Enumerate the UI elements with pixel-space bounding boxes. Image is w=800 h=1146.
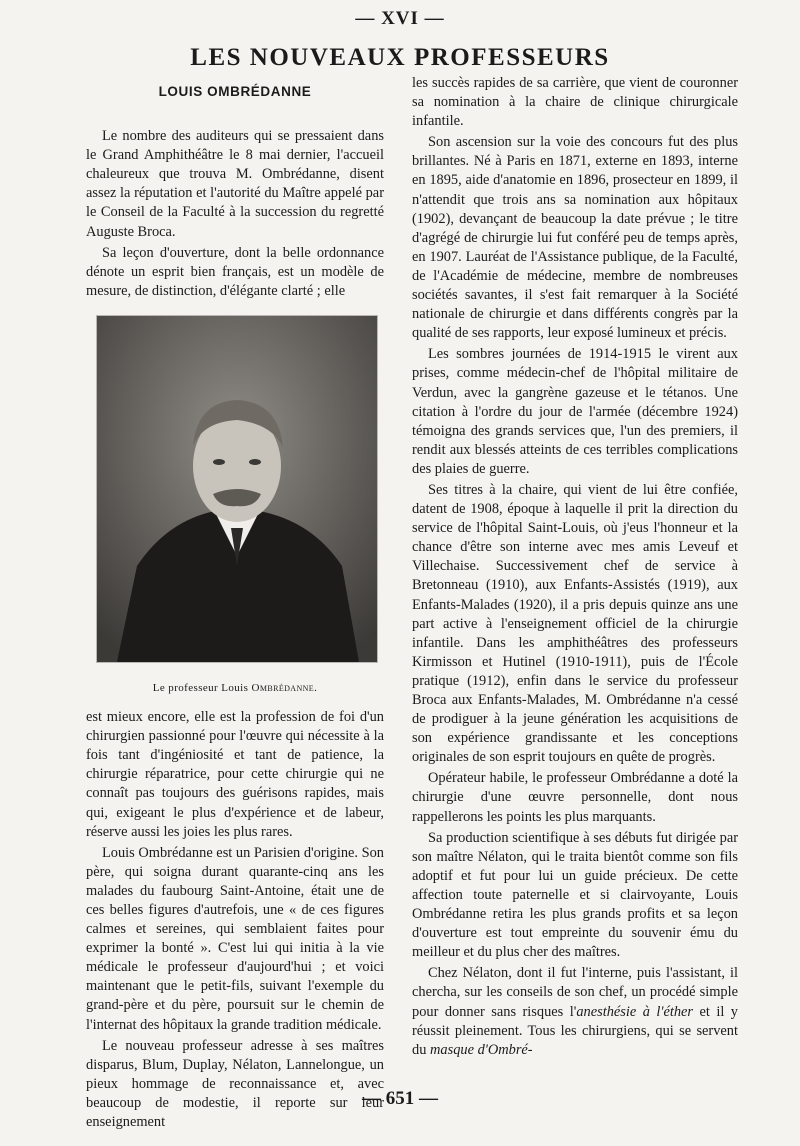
paragraph: est mieux encore, elle est la profession de foi d'un chirurgien passionné pour l'œuvre qui nécessite à la fois tant d'ingéniosité et tant de patience, la chirurgie réparatrice, pour cette chirurgie qui ne connaît pas toujours des guérisons rapides, mais qui, exigeant le plus d'expérience et de labeur, réserve aussi les joies les plus rares. <box>86 709 384 840</box>
paragraph: Opérateur habile, le professeur Ombrédanne a doté la chirurgie d'une œuvre personnelle, dont nous rappellerons les points les plus marquants. <box>412 770 738 825</box>
paragraph: Ses titres à la chaire, qui vient de lui être confiée, datent de 1908, époque à laquelle il prit la direction du service de l'hôpital Saint-Louis, où j'eus l'honneur et la chance d'être son interne avec mes amis Leveuf et Villechaise. Successivement chef de service à Bretonneau (1910), aux Enfants-Assistés (1919), aux Enfants-Malades (1920), il a pris depuis quinze ans une part active à l'enseignement officiel de la chirurgie infantile. Dans les amphithéâtres des professeurs Kirmisson et Hutinel (1910-1911), puis de l'École pratique (1912), enfin dans le service du professeur Broca aux Enfants-Malades, M. Ombrédanne n'a cessé de prodiguer à la jeune génération les acquisitions de son expérience grandissante et les conceptions originales de son esprit toujours en quête de progrès. <box>412 481 738 766</box>
paragraph: Sa production scientifique à ses débuts fut dirigée par son maître Nélaton, qui le traita bientôt comme son fils adoptif et fut pour lui un guide précieux. De cette affection toute paternelle et si clairvoyante, Louis Ombrédanne retira les plus grands profits et sa leçon d'ouverture est tout empreinte du souvenir ému du meilleur et du plus cher des maîtres. <box>412 829 738 961</box>
paragraph: Les sombres journées de 1914-1915 le virent aux prises, comme médecin-chef de l'hôpital militaire de Verdun, avec la gangrène gazeuse et le tétanos. Une citation à l'ordre du jour de l'armée (décembre 1924) témoigna des grands services que, l'un des premiers, il rendit aux blessés atteints de ces terribles complications des plaies de guerre. <box>412 346 738 477</box>
paragraph: Le nouveau professeur adresse à ses maîtres disparus, Blum, Duplay, Nélaton, Lannelongue, un pieux hommage de reconnaissance et, avec beaucoup de modestie, il reporte sur leur enseignement <box>86 1037 384 1130</box>
page-number: — 651 — <box>362 1088 438 1109</box>
left-column <box>86 74 384 1132</box>
paragraph-last <box>412 964 738 1059</box>
italic-run: masque d'Ombré- <box>430 1041 533 1058</box>
paragraph: les succès rapides de sa carrière, que vient de couronner sa nomination à la chaire de clinique chirurgicale infantile. <box>412 75 738 130</box>
portrait-photo <box>96 315 378 663</box>
right-column <box>412 74 738 1060</box>
paragraph: Sa leçon d'ouverture, dont la belle ordonnance dénote un esprit bien français, est un modèle de mesure, de distinction, d'élégante clarté ; elle <box>86 244 384 299</box>
photo-caption-name: Ombrédanne. <box>251 681 318 694</box>
portrait-image <box>97 316 377 662</box>
paragraph: Son ascension sur la voie des concours fut des plus brillantes. Né à Paris en 1871, externe en 1893, interne en 1895, aide d'anatomie en 1896, prosecteur en 1899, il n'attendit que trois ans sa nomination aux hôpitaux (1902), devançant de beaucoup la date prévue ; le titre d'agrégé de chirurgie lui fut conféré peu de temps après, en 1907. Lauréat de l'Assistance publique, de la Faculté, de l'Académie de médecine, membre de nombreuses sociétés savantes, il s'est fait remarquer à la Société nationale de chirurgie et dans différents congrès par la qualité de ses rapports, leur exposé lumineux et précis. <box>412 134 738 342</box>
article-heading: LOUIS OMBRÉDANNE <box>158 84 312 99</box>
photo-caption <box>86 679 384 698</box>
page-roman-number: — XVI — <box>355 8 445 29</box>
photo-caption-prefix: Le professeur Louis <box>152 681 249 694</box>
section-title: LES NOUVEAUX PROFESSEURS <box>190 44 610 71</box>
paragraph: Louis Ombrédanne est un Parisien d'origine. Son père, qui soigna durant quarante-cinq ans les malades du faubourg Saint-Antoine, était une de ces belles figures d'autrefois, une « de ces figures calmes et sereines, qui semblaient faites pour exprimer la bonté ». C'est lui qui initia à la vie médicale le professeur d'aujourd'hui ; et voici maintenant que le petit-fils, suivant l'exemple du grand-père et du père, poursuit sur le chemin de l'internat des hôpitaux la grande tradition médicale. <box>86 844 384 1033</box>
italic-run: anesthésie à l'éther <box>576 1003 694 1020</box>
paragraph: Le nombre des auditeurs qui se pressaient dans le Grand Amphithéâtre le 8 mai dernier, l'accueil chaleureux que trouva M. Ombrédanne, disent assez la réputation et l'autorité du Maître appelé par le Conseil de la Faculté à la succession du regretté Auguste Broca. <box>86 128 384 240</box>
text-run: et il y réussit pleinement. Tous les chirurgiens, qui se servent du <box>412 1003 739 1058</box>
text-run: Chez Nélaton, dont il fut l'interne, puis l'assistant, il chercha, sur les conseils de son chef, un procédé simple pour donner sans risques l' <box>412 965 738 1020</box>
